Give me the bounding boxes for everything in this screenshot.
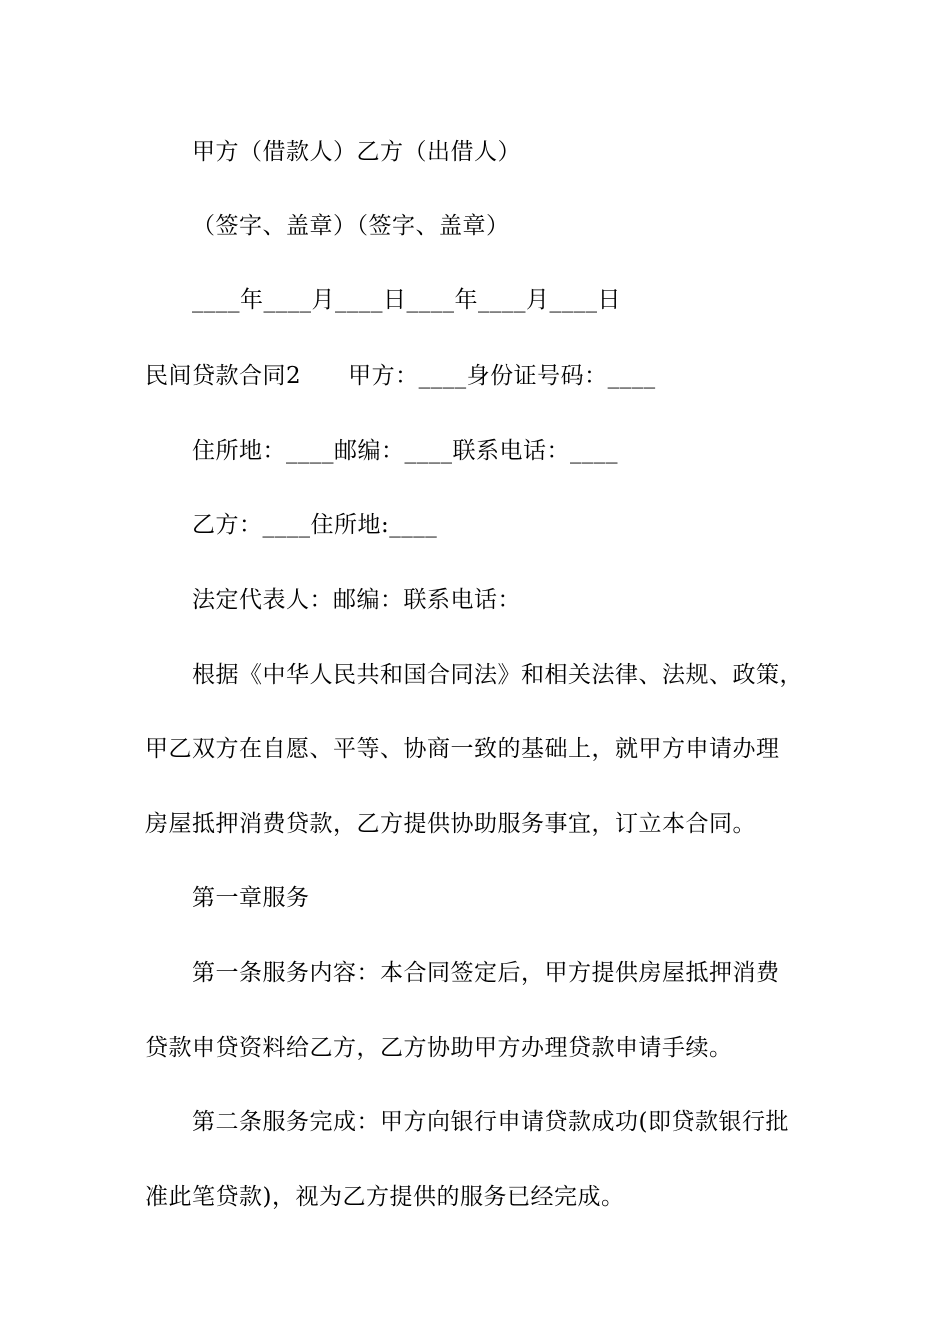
- preamble-paragraph-line-2: 甲乙双方在自愿、平等、协商一致的基础上，就甲方申请办理: [145, 736, 780, 762]
- party-a-address-line: 住所地：____邮编：____联系电话：____: [192, 438, 618, 464]
- article-2-line-1: 第二条服务完成：甲方向银行申请贷款成功(即贷款银行批: [192, 1109, 789, 1135]
- preamble-paragraph-line-3: 房屋抵押消费贷款，乙方提供协助服务事宜，订立本合同。: [145, 811, 756, 837]
- preamble-paragraph-line-1: 根据《中华人民共和国合同法》和相关法律、法规、政策，: [192, 662, 803, 688]
- signature-seal-line: （签字、盖章）（签字、盖章）: [192, 213, 510, 239]
- signature-parties-line: 甲方（借款人）乙方（出借人）: [192, 139, 521, 165]
- party-b-line: 乙方：____住所地:____: [192, 512, 438, 538]
- article-1-line-1: 第一条服务内容：本合同签定后，甲方提供房屋抵押消费: [192, 960, 780, 986]
- contract-title-party-a-line: 民间贷款合同2 甲方：____身份证号码：____: [145, 363, 656, 389]
- signature-date-line: ____年____月____日____年____月____日: [192, 287, 621, 313]
- article-1-line-2: 贷款申贷资料给乙方，乙方协助甲方办理贷款申请手续。: [145, 1035, 733, 1061]
- legal-representative-line: 法定代表人：邮编：联系电话：: [192, 587, 521, 613]
- chapter-heading: 第一章服务: [192, 885, 310, 911]
- article-2-line-2: 准此笔贷款)，视为乙方提供的服务已经完成。: [145, 1184, 625, 1210]
